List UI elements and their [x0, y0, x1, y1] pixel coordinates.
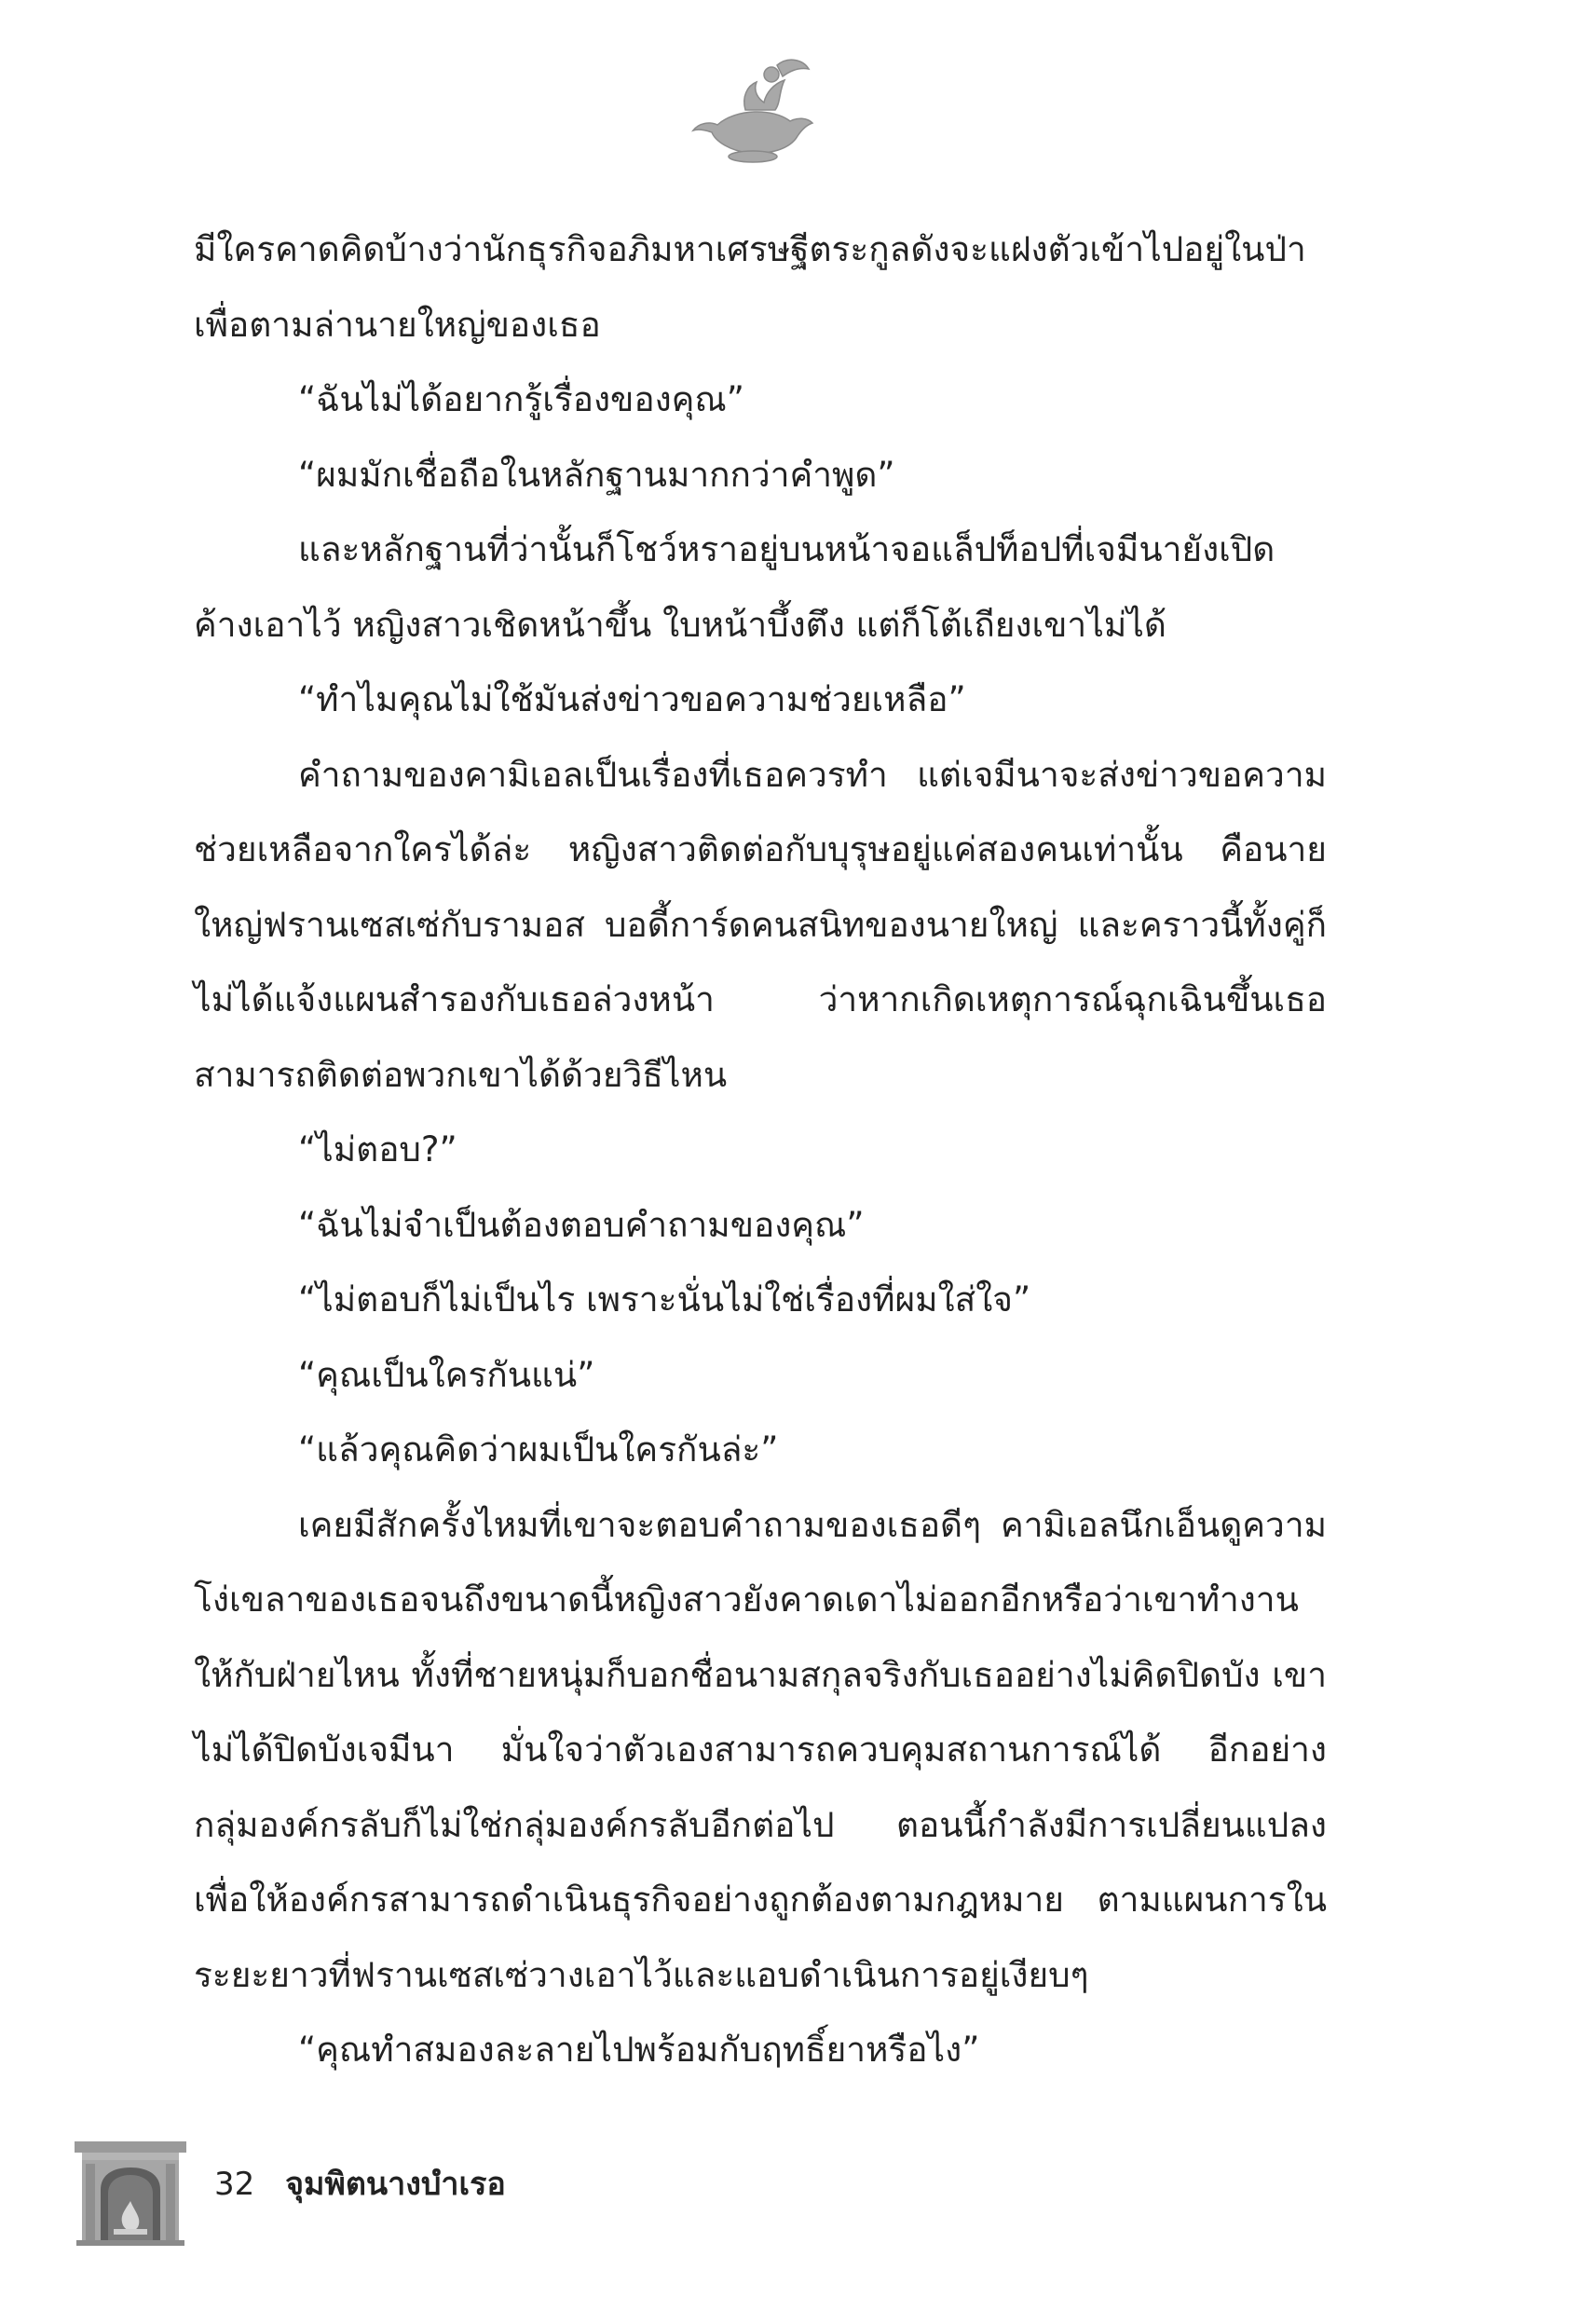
- paragraph: และหลักฐานที่ว่านั้นก็โชว์หราอยู่บนหน้าจอแล็ปท็อปที่เจมีนายังเปิดค้างเอาไว้ หญิงสาวเชิดหน้าขึ้น ใบหน้าบึ้งตึง แต่ก็โต้เถียงเขาไม่ได้: [194, 529, 1275, 645]
- page-number: 32: [214, 2166, 255, 2203]
- paragraph: “ไม่ตอบ?”: [298, 1129, 457, 1169]
- fireplace-icon: [73, 2136, 188, 2248]
- body-text: [194, 212, 1327, 2088]
- paragraph: เคยมีสักครั้งไหมที่เขาจะตอบคำถามของเธอดีๆ คามิเอลนึกเอ็นดูความโง่เขลาของเธอจนถึงขนาดนี้หญิงสาวยังคาดเดาไม่ออกอีกหรือว่าเขาทำงานให้กับฝ่ายไหน ทั้งที่ชายหนุ่มก็บอกชื่อนามสกุลจริงกับเธออย่างไม่คิดปิดบัง เขาไม่ได้ปิดบังเจมีนา มั่นใจว่าตัวเองสามารถควบคุมสถานการณ์ได้ อีกอย่าง กลุ่มองค์กรลับก็ไม่ใช่กลุ่มองค์กรลับอีกต่อไป ตอนนี้กำลังมีการเปลี่ยนแปลงเพื่อให้องค์กรสามารถดำเนินธุรกิจอย่างถูกต้องตามกฎหมาย ตามแผนการในระยะยาวที่ฟรานเซสเซ่วางเอาไว้และแอบดำเนินการอยู่เงียบๆ: [194, 1504, 1327, 1995]
- paragraph: “ไม่ตอบก็ไม่เป็นไร เพราะนั่นไม่ใช่เรื่องที่ผมใส่ใจ”: [298, 1279, 1031, 1320]
- paragraph: “แล้วคุณคิดว่าผมเป็นใครกันล่ะ”: [298, 1429, 779, 1470]
- paragraph: “คุณเป็นใครกันแน่”: [298, 1354, 595, 1395]
- paragraph: “ฉันไม่ได้อยากรู้เรื่องของคุณ”: [298, 379, 744, 419]
- book-title: จุมพิตนางบำเรอ: [285, 2166, 506, 2203]
- paragraph: “ผมมักเชื่อถือในหลักฐานมากกว่าคำพูด”: [298, 454, 895, 495]
- paragraph: “ฉันไม่จำเป็นต้องตอบคำถามของคุณ”: [298, 1204, 865, 1245]
- genie-lamp-icon: [680, 52, 820, 173]
- paragraph: “คุณทำสมองละลายไปพร้อมกับฤทธิ์ยาหรือไง”: [298, 2030, 980, 2070]
- paragraph: มีใครคาดคิดบ้างว่านักธุรกิจอภิมหาเศรษฐีตระกูลดังจะแฝงตัวเข้าไปอยู่ในป่าเพื่อตามล่านายใหญ่ของเธอ: [194, 229, 1306, 345]
- page-footer: [214, 2164, 506, 2205]
- paragraph: คำถามของคามิเอลเป็นเรื่องที่เธอควรทำ แต่เจมีนาจะส่งข่าวขอความช่วยเหลือจากใครได้ล่ะ หญิงสาวติดต่อกับบุรุษอยู่แค่สองคนเท่านั้น คือนายใหญ่ฟรานเซสเซ่กับรามอส บอดี้การ์ดคนสนิทของนายใหญ่ และคราวนี้ทั้งคู่ก็ไม่ได้แจ้งแผนสำรองกับเธอล่วงหน้า ว่าหากเกิดเหตุการณ์ฉุกเฉินขึ้นเธอสามารถติดต่อพวกเขาได้ด้วยวิธีไหน: [194, 754, 1327, 1095]
- paragraph: “ทำไมคุณไม่ใช้มันส่งข่าวขอความช่วยเหลือ”: [298, 679, 966, 719]
